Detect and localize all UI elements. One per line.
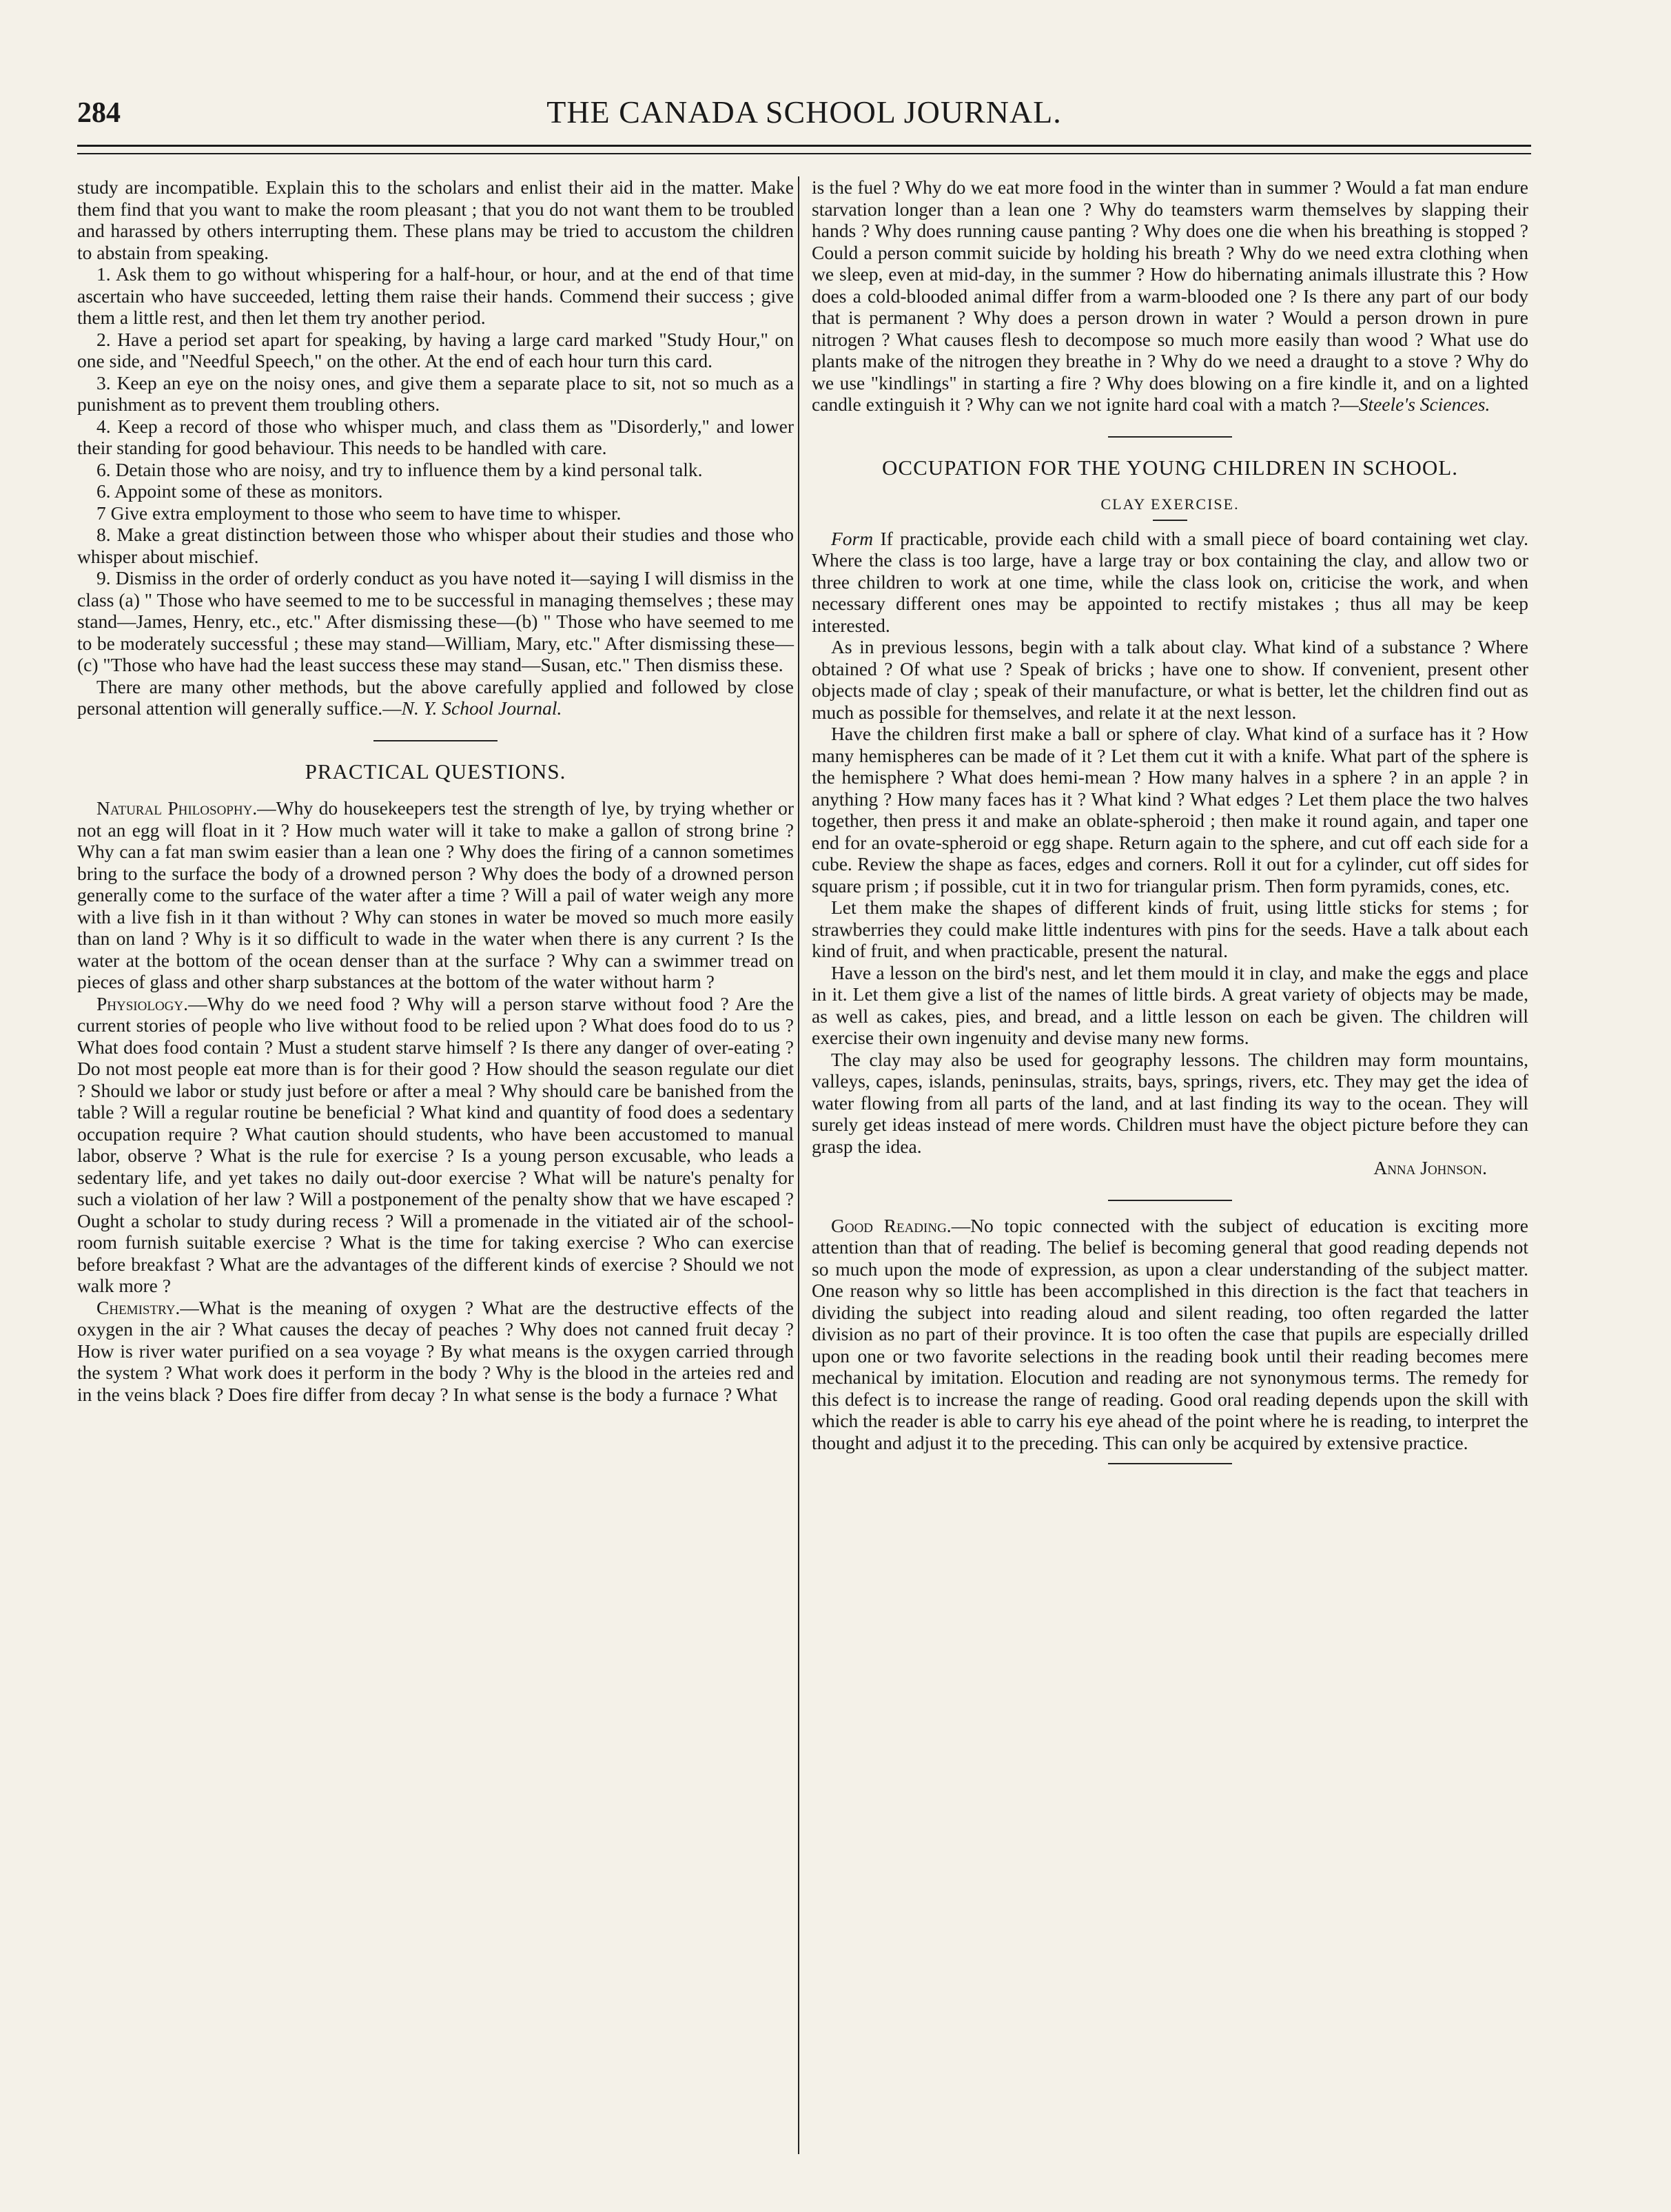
form-label: Form	[831, 527, 874, 549]
good-reading-paragraph	[812, 1215, 1528, 1454]
physiology-text: —Why do we need food ? Why will a person starve without food ? Are the current stories of people who live without food to be relied upon ? What does food do to us ? What does food contain ? Must a student starve himself ? Is there any danger of over-eating ? Do not most people eat more than is for their good ? How should the season regulate our diet ? Should we labor or study just before or after a meal ? Why should care be banished from the table ? Will a regular routine be beneficial ? What kind and quantity of food does a sedentary occupation require ? What caution should students, who have been accustomed to manual labor, observe ? What is the rule for exercise ? Is a young person excusable, who leads a sedentary life, and yet takes no daily out-door exercise ? What will be nature's penalty for such a violation of her law ? Will a postponement of the penalty show that we have escaped ? Ought a scholar to study during recess ? Will a promenade in the vitiated air of the school-room furnish suitable exercise ? What is the time for taking exercise ? Who can exercise before breakfast ? What are the advantages of the different kinds of exercise ? Should we not walk more ?	[77, 992, 794, 1296]
intro-paragraph: study are incompatible. Explain this to the scholars and enlist their aid in the matter. Make them find that you want to make the room pleasant ; that you do not want them to be troubled and harassed by others interrupting them. These plans may be tried to accustom the children to abstain from speaking.	[77, 176, 794, 263]
natural-philosophy-text: —Why do housekeepers test the strength of lye, by trying whether or not an egg will float in it ? How much water will it take to make a gallon of strong brine ? Why can a fat man swim easier than a lean one ? Why does the firing of a cannon sometimes bring to the surface the body of a drowned person ? Why does the body of a drowned person generally come to the surface of the water after a time ? Will a pail of water weigh any more with a live fish in it than without ? Why can stones in water be moved so much more easily than on land ? Why is it so difficult to wade in the water when there is any current ? Is the water at the bottom of the ocean denser than at the surface ? Why can a swimmer tread on pieces of glass and other sharp substances at the bottom of the water without harm ?	[77, 797, 794, 992]
occupation-heading: OCCUPATION FOR THE YOUNG CHILDREN IN SCHOOL.	[882, 455, 1458, 480]
form-paragraph	[812, 528, 1528, 637]
continuation-paragraph	[812, 176, 1528, 416]
section-rule	[373, 740, 498, 741]
journal-title: THE CANADA SCHOOL JOURNAL.	[546, 94, 1062, 130]
clay-exercise-heading: CLAY EXERCISE.	[1100, 495, 1240, 513]
author-signature: Anna Johnson.	[1373, 1157, 1487, 1178]
good-reading-label: Good Reading.	[831, 1214, 952, 1236]
column-divider	[798, 176, 799, 2154]
sub-rule	[1153, 520, 1187, 521]
natural-philosophy-paragraph	[77, 797, 794, 993]
chemistry-paragraph	[77, 1297, 794, 1406]
list-item: 7 Give extra employment to those who seem to have time to whisper.	[96, 502, 622, 524]
page-number: 284	[77, 97, 121, 129]
continuation-source: Steele's Sciences.	[1358, 393, 1490, 415]
clay-paragraph: The clay may also be used for geography lessons. The children may form mountains, valleys, capes, islands, peninsulas, straits, bays, springs, rivers, etc. They may get the idea of water flowing from all parts of the land, and at last finding its way to the ocean. They will surely get ideas instead of mere words. Children must have the object picture before they can grasp the idea.	[812, 1048, 1528, 1157]
list-item: 6. Appoint some of these as monitors.	[96, 480, 383, 502]
physiology-label: Physiology.	[96, 992, 188, 1014]
right-column	[812, 176, 1528, 1464]
clay-paragraph: As in previous lessons, begin with a talk about clay. What kind of a substance ? Where obtained ? Of what use ? Speak of bricks ; have one to show. If convenient, present other objects made of clay ; speak of their manufacture, or what is better, let the children find out as much as possible for themselves, and relate it at the next lesson.	[812, 636, 1528, 723]
good-reading-text: —No topic connected with the subject of education is exciting more attention than that of reading. The belief is becoming general that good reading depends not so much upon the mode of expression, as upon a clear understanding of the subject matter. One reason why so little has been accomplished in this direction is the fact that teachers in dividing the subject into reading aloud and silent reading, too often regarded the latter division as no part of their province. It is too often the case that pupils are especially drilled upon one or two favorite selections in the reading book until their reading becomes mere mechanical by imitation. Elocution and reading are not synonymous terms. The remedy for this defect is to increase the range of reading. Good oral reading depends upon the skill with which the reader is able to carry his eye ahead of the point where he is reading, to interpret the thought and adjust it to the preceding. This can only be acquired by extensive practice.	[812, 1214, 1528, 1453]
clay-paragraph: Have the children first make a ball or sphere of clay. What kind of a surface has it ? How many hemispheres can be made of it ? Let them cut it with a knife. What part of the sphere is the hemisphere ? What does hemi-mean ? How many halves in a sphere ? in an apple ? in anything ? How many faces has it ? What kind ? What edges ? Let them place the two halves together, then press it and make an oblate-spheroid ; then make it round again, and taper one end for an ovate-spheroid or egg shape. Return again to the sphere, and cut off each side for a cube. Review the shape as faces, edges and corners. Roll it out for a cylinder, cut off sides for square prism ; if possible, cut it in two for triangular prism. Then form pyramids, cones, etc.	[812, 723, 1528, 897]
list-item: 3. Keep an eye on the noisy ones, and give them a separate place to sit, not so much as a punishment as to prevent them troubling others.	[77, 371, 794, 415]
list-item: 6. Detain those who are noisy, and try to influence them by a kind personal talk.	[96, 458, 703, 480]
form-text: If practicable, provide each child with a small piece of board containing wet clay. Where the class is too large, have a large tray or box containing the clay, and allow two or three children to work at one time, while the class look on, criticise the work, and when necessary different ones may be appointed to rectify mistakes ; thus all may be keep interested.	[812, 527, 1528, 636]
list-item: 8. Make a great distinction between those who whisper about their studies and those who whisper about mischief.	[77, 524, 794, 567]
closing-paragraph	[77, 676, 794, 719]
list-item: 9. Dismiss in the order of orderly conduct as you have noted it—saying I will dismiss in the class (a) " Those who have seemed to me to be successful in managing themselves ; these may stand—James, Henry, etc., etc." After dismissing these—(b) " Those who have seemed to me to be moderately successful ; these may stand—William, Mary, etc." After dismissing these—(c) "Those who have had the least success these may stand—Susan, etc." Then dismiss these.	[77, 567, 794, 675]
left-column	[77, 176, 794, 1405]
chemistry-label: Chemistry.	[96, 1296, 181, 1318]
closing-text: There are many other methods, but the above carefully applied and followed by close personal attention will generally suffice.—	[77, 675, 794, 719]
natural-philosophy-label: Natural Philosophy.	[96, 797, 258, 819]
list-item: 4. Keep a record of those who whisper much, and class them as "Disorderly," and lower their standing for good behaviour. This needs to be handled with care.	[77, 415, 794, 458]
practical-questions-heading: PRACTICAL QUESTIONS.	[305, 759, 566, 784]
closing-source: N. Y. School Journal.	[401, 697, 562, 719]
list-item: 1. Ask them to go without whispering for a half-hour, or hour, and at the end of that time ascertain who have succeeded, letting them raise their hands. Commend their success ; give them a little rest, and then let them try another period.	[77, 263, 794, 328]
section-rule	[1108, 1200, 1232, 1201]
clay-paragraph: Have a lesson on the bird's nest, and let them mould it in clay, and make the eggs and place in it. Let them give a list of the names of little birds. A great variety of objects may be made, as well as cakes, pies, and bread, and a little lesson on each be given. The children will exercise their own ingenuity and devise many new forms.	[812, 961, 1528, 1048]
end-rule	[1108, 1463, 1232, 1464]
chemistry-text: —What is the meaning of oxygen ? What are the destructive effects of the oxygen in the air ? What causes the decay of peaches ? Why does not canned fruit decay ? How is river water purified on a sea voyage ? By what means is the oxygen carried through the system ? What work does it perform in the body ? Why is the blood in the arteies red and in the veins black ? Does fire differ from decay ? In what sense is the body a furnace ? What	[77, 1296, 794, 1405]
continuation-text: is the fuel ? Why do we eat more food in the winter than in summer ? Would a fat man endure starvation longer than a lean one ? Why do teamsters warm themselves by slapping their hands ? Why does running cause panting ? Why does one die when his breathing is stopped ? Could a person commit suicide by holding his breath ? Why do we need extra clothing when we sleep, even at mid-day, in the summer ? How do hibernating animals illustrate this ? How does a cold-blooded animal differ from a warm-blooded one ? Is there any part of our body that is permanent ? Why does a person drown in water ? Would a person drown in pure nitrogen ? What causes flesh to decompose so much more easily than wood ? What use do plants make of the nitrogen they breathe in ? Why do we need a draught to a stove ? Why do we use "kindlings" in starting a fire ? Why does blowing on a fire kindle it, and on a lighted candle extinguish it ? Why can we not ignite hard coal with a match ?—	[812, 176, 1528, 415]
header-rule-top	[77, 145, 1531, 147]
clay-paragraph: Let them make the shapes of different kinds of fruit, using little sticks for stems ; for strawberries they could make little indentures with pins for the seeds. Have a talk about each kind of fruit, and when practicable, present the natural.	[812, 897, 1528, 961]
page-header	[77, 91, 1531, 139]
list-item: 2. Have a period set apart for speaking, by having a large card marked "Study Hour," on one side, and "Needful Speech," on the other. At the end of each hour turn this card.	[77, 328, 794, 371]
section-rule	[1108, 436, 1232, 438]
physiology-paragraph	[77, 993, 794, 1297]
header-rule-bottom	[77, 153, 1531, 154]
